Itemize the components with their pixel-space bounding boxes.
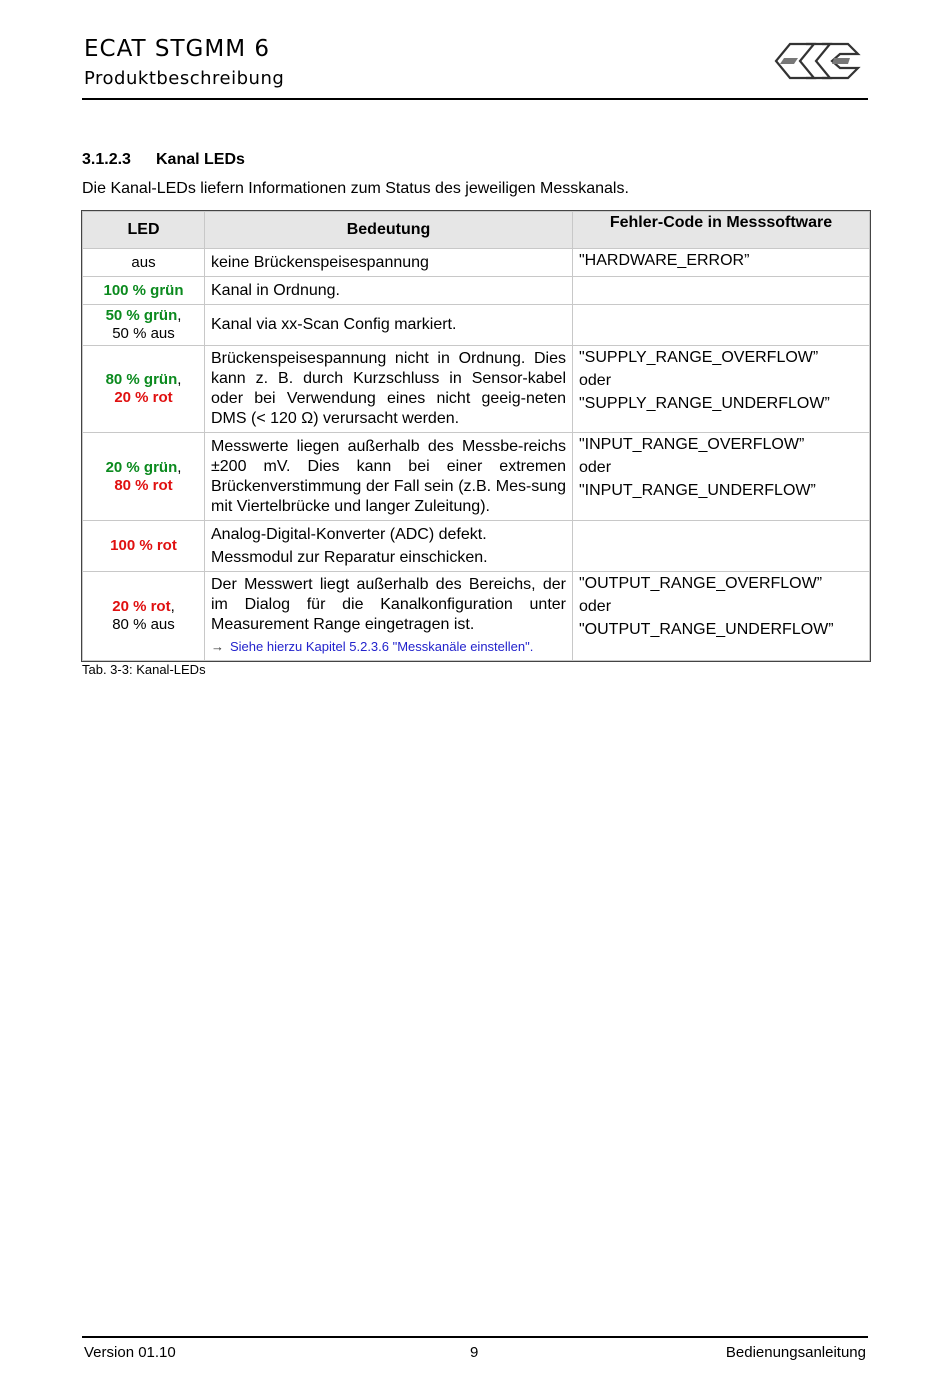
error-code-cell: "HARDWARE_ERROR” [573,249,870,277]
error-code-cell [573,346,870,433]
table-row [83,277,870,305]
table-row [83,249,870,277]
led-state-cell: 20 % grün, 80 % rot [83,433,205,521]
led-state-label: 100 % grün [103,281,184,299]
chapter-reference-link[interactable] [211,637,566,657]
meaning-cell [205,572,573,661]
page-footer [82,1336,868,1361]
led-state-label-secondary: 80 % rot [114,476,173,494]
meaning-line: Messmodul zur Reparatur einschicken. [211,549,488,566]
company-logo [770,36,862,86]
led-state-cell: 20 % rot, 80 % aus [83,572,205,661]
meaning-cell: Messwerte liegen außerhalb des Messbe-reichs ±200 mV. Dies kann bei einer extremen Brückenverstimmung der Fall sein (z.B. Mes-sung mit Viertelbrücke und langer Zuleitung). [205,433,573,521]
page-header [82,30,868,100]
led-state-cell [83,249,205,277]
error-code-overflow: "SUPPLY_RANGE_OVERFLOW” [579,349,819,366]
table-row [83,433,870,521]
error-code-cell [573,521,870,572]
led-state-label: 20 % grün [105,458,178,476]
arrow-right-icon: → [211,639,224,654]
error-code-cell [573,305,870,346]
footer-version: Version 01.10 [84,1344,176,1361]
column-header-led: LED [83,212,205,249]
footer-doc-type: Bedienungsanleitung [725,1344,866,1361]
table-caption: Tab. 3-3: Kanal-LEDs [82,662,206,677]
led-state-cell: 50 % grün, 50 % aus [83,305,205,346]
led-state-cell [83,277,205,305]
meaning-cell [205,521,573,572]
meaning-cell: Kanal via xx-Scan Config markiert. [205,305,573,346]
led-state-label-secondary: 50 % aus [112,325,175,342]
error-code-overflow: "OUTPUT_RANGE_OVERFLOW” [579,575,823,592]
table-row [83,572,870,661]
led-state-label: 20 % rot [112,598,171,615]
meaning-cell: keine Brückenspeisespannung [205,249,573,277]
led-state-label: 100 % rot [110,537,177,554]
footer-page-number: 9 [470,1344,479,1361]
column-header-bedeutung: Bedeutung [205,212,573,249]
meaning-cell: Brückenspeisespannung nicht in Ordnung. Dies kann z. B. durch Kurzschluss in Sensor-kabel oder bei Verwendung eines nicht geeig-neten DMS (< 120 Ω) verursacht werden. [205,346,573,433]
led-state-label: aus [131,253,156,271]
section-heading [82,151,245,169]
error-code-or: oder [579,459,612,476]
led-state-label: 80 % grün [105,371,178,388]
led-state-cell: 80 % grün, 20 % rot [83,346,205,433]
error-code-cell [573,433,870,521]
error-code-or: oder [579,598,612,615]
meaning-line: Analog-Digital-Konverter (ADC) defekt. [211,526,487,543]
table-row [83,521,870,572]
meaning-text: Der Messwert liegt außerhalb des Bereichs, der im Dialog für die Kanalkonfiguration unter Measurement Range eingetragen ist. [211,576,566,633]
error-code-cell [573,572,870,661]
led-state-label-secondary: 20 % rot [114,389,173,406]
section-number: 3.1.2.3 [82,151,131,168]
chapter-reference-text: Siehe hierzu Kapitel 5.2.3.6 "Messkanäle einstellen". [230,639,534,654]
led-state-label: 50 % grün [105,307,178,324]
column-header-fehler-code: Fehler-Code in Messsoftware [573,212,870,249]
error-code-overflow: "INPUT_RANGE_OVERFLOW” [579,436,805,453]
document-title: ECAT STGMM 6 [84,36,271,62]
led-state-cell [83,521,205,572]
table-row [83,305,870,346]
error-code-cell [573,277,870,305]
error-code-underflow: "INPUT_RANGE_UNDERFLOW” [579,482,816,499]
meaning-cell: Kanal in Ordnung. [205,277,573,305]
error-code-underflow: "SUPPLY_RANGE_UNDERFLOW” [579,395,830,412]
error-code-or: oder [579,372,612,389]
table-header-row [83,212,870,249]
section-title: Kanal LEDs [156,151,245,168]
document-subtitle: Produktbeschreibung [84,68,285,89]
table-row [83,346,870,433]
led-state-label-secondary: 80 % aus [112,616,175,633]
error-code-underflow: "OUTPUT_RANGE_UNDERFLOW” [579,621,834,638]
kanal-led-table [82,211,870,661]
intro-paragraph: Die Kanal-LEDs liefern Informationen zum Status des jeweiligen Messkanals. [82,180,629,197]
